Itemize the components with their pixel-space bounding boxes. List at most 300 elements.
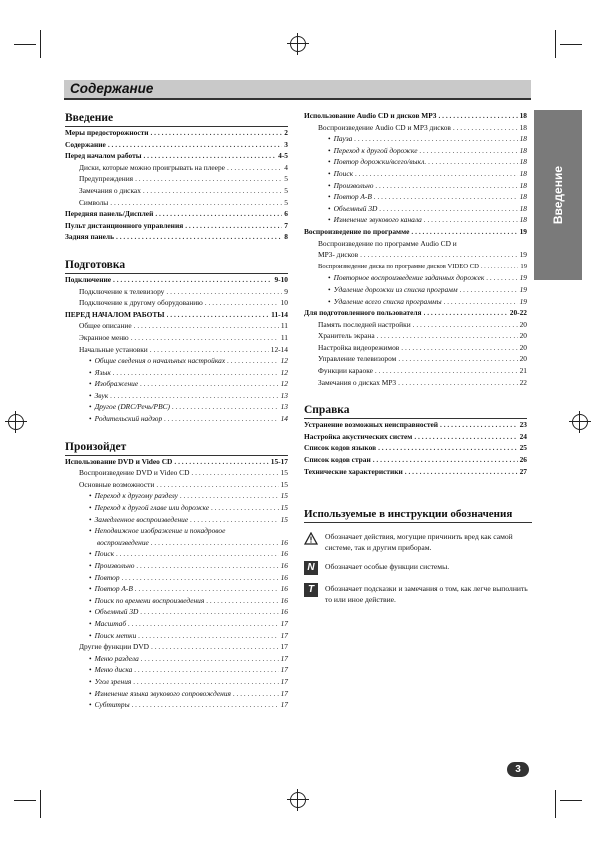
toc-entry-page: 18 (519, 145, 527, 155)
dot-leader (132, 699, 279, 711)
toc-entry (65, 274, 288, 286)
symbol-item (304, 561, 532, 575)
symbol-item (304, 531, 532, 553)
bullet-icon: • (328, 273, 331, 283)
toc-entry (65, 548, 288, 560)
bullet-icon: • (89, 379, 92, 389)
toc-entry (65, 537, 288, 549)
toc-entry-label: Масштаб (94, 618, 127, 628)
section-heading: Подготовка (65, 257, 288, 274)
toc-entry (304, 431, 527, 443)
toc-entry-page: 18 (519, 192, 527, 202)
toc-entry (304, 249, 527, 261)
toc-entry-page: 16 (280, 572, 288, 582)
toc-entry (304, 342, 527, 354)
toc-entry-label: Повторное воспроизведение заданных дорожек (333, 273, 485, 283)
toc-entry-label: Предупреждения (79, 174, 134, 184)
dot-leader (113, 367, 279, 379)
toc-entry (304, 145, 527, 157)
dot-leader (227, 355, 278, 367)
bullet-icon: • (328, 203, 331, 213)
toc-entry-page: 16 (280, 561, 288, 570)
bullet-icon: • (328, 180, 331, 190)
toc-entry-page: 18 (519, 157, 527, 167)
toc-entry-label: Воспроизведение по программе (304, 226, 410, 236)
toc-entry-label: Содержание (65, 139, 106, 149)
bullet-icon: • (328, 157, 331, 167)
dot-leader (180, 490, 279, 502)
dot-leader (150, 127, 282, 139)
toc-entry-page: 16 (280, 607, 288, 617)
toc-entry-page: 12 (280, 356, 288, 366)
section-heading: Произойдет (65, 439, 288, 456)
toc-entry-label: Список кодов языков (304, 443, 377, 453)
toc-entry-page: 17 (280, 688, 288, 698)
toc-entry-label: Символы (79, 197, 109, 207)
toc-entry-page: 21 (519, 366, 527, 376)
toc-entry-label: Замедленное воспроизведение (94, 514, 189, 524)
dot-leader (405, 466, 518, 478)
toc-entry-label: Удаление дорожки из списка программ (333, 284, 458, 294)
dot-leader (110, 390, 278, 402)
toc-entry-label: Перед началом работы (65, 151, 142, 161)
bullet-icon: • (89, 491, 92, 501)
dot-leader (444, 296, 518, 308)
toc-entry (65, 467, 288, 479)
toc-entry (65, 688, 288, 700)
toc-entry-label: Подключение к другому оборудованию (79, 298, 203, 308)
toc-entry-label: MP3- дисков (318, 250, 359, 260)
toc-entry-label: ПЕРЕД НАЧАЛОМ РАБОТЫ (65, 309, 165, 319)
side-tab (534, 110, 582, 280)
toc-entry-label: Объемный 3D (333, 203, 378, 213)
symbol-item (304, 583, 532, 605)
toc-entry (65, 231, 288, 243)
toc-entry-page: 15-17 (270, 456, 288, 466)
dot-leader (440, 419, 518, 431)
dot-leader (143, 150, 276, 162)
dot-leader (375, 180, 517, 192)
toc-entry (65, 618, 288, 630)
toc-entry (304, 203, 527, 215)
dot-leader (233, 688, 279, 700)
toc-entry-page: 27 (519, 466, 527, 476)
bullet-icon: • (89, 526, 92, 536)
toc-entry-label: Хранитель экрана (318, 331, 375, 341)
dot-leader (116, 231, 282, 243)
toc-entry (304, 180, 527, 192)
toc-entry-page: 18 (519, 215, 527, 225)
dot-leader (155, 208, 282, 220)
toc-entry-page: 26 (519, 455, 527, 465)
dot-leader (453, 122, 518, 134)
toc-entry-label: Поиск (333, 168, 354, 178)
dot-leader (374, 191, 518, 203)
toc-entry-page: 6 (284, 209, 288, 219)
dot-leader (378, 442, 518, 454)
toc-entry (304, 454, 527, 466)
toc-entry (65, 208, 288, 220)
toc-entry-page: 8 (284, 232, 288, 242)
toc-entry-label: Список кодов стран (304, 455, 371, 465)
toc-entry (65, 220, 288, 232)
toc-entry-label: Подключение (65, 274, 111, 284)
toc-entry (65, 413, 288, 425)
toc-entry (65, 560, 288, 572)
dot-leader (414, 431, 517, 443)
toc-entry (65, 630, 288, 642)
toc-entry (65, 355, 288, 367)
toc-entry (65, 139, 288, 151)
dot-leader (428, 156, 517, 168)
toc-entry-label: Функции караоке (318, 366, 373, 376)
toc-entry-label: Повтор A-B (94, 584, 133, 594)
toc-entry-page: 15 (280, 491, 288, 501)
toc-entry-page: 11 (280, 321, 288, 331)
dot-leader (411, 226, 517, 238)
bullet-icon: • (89, 607, 92, 617)
toc-entry-page: 19 (519, 296, 527, 306)
toc-entry-label: Начальные установки (79, 344, 148, 354)
dot-leader (128, 618, 279, 630)
toc-entry-label: Меню диска (94, 665, 133, 675)
toc-entry-page: 10 (280, 298, 288, 308)
toc-entry-page: 17 (280, 642, 288, 652)
dot-leader (156, 479, 278, 491)
section-gap (304, 388, 527, 402)
toc-entry-label: Звук (94, 390, 109, 400)
side-tab-label: Введение (551, 165, 565, 225)
toc-entry (65, 572, 288, 584)
toc-entry-page: 9 (284, 286, 288, 296)
dot-leader (122, 572, 279, 584)
toc-entry-page: 19 (519, 273, 527, 283)
dot-leader (481, 261, 519, 273)
toc-entry (304, 261, 527, 273)
bullet-icon: • (89, 653, 92, 663)
toc-entry-label: Изменение языка звукового сопровождения (94, 688, 231, 698)
page-number: 3 (507, 762, 529, 777)
toc-entry-label: Пульт дистанционного управления (65, 220, 184, 230)
note-n-icon: N (304, 561, 318, 575)
section-gap (65, 243, 288, 257)
toc-entry (65, 490, 288, 502)
toc-entry-label: Переход к другой дорожке (333, 145, 418, 155)
toc-entry (65, 197, 288, 209)
toc-entry-page: 12 (280, 379, 288, 389)
bullet-icon: • (89, 700, 92, 710)
toc-entry-page: 18 (519, 122, 527, 132)
dot-leader (191, 467, 278, 479)
toc-entry-label: Другие функции DVD (79, 642, 150, 652)
bullet-icon: • (328, 284, 331, 294)
dot-leader (398, 377, 517, 389)
toc-entry-label: Объемный 3D (94, 607, 139, 617)
dot-leader (419, 145, 517, 157)
toc-entry-page: 19 (519, 284, 527, 294)
toc-entry-page: 22 (519, 377, 527, 387)
bullet-icon: • (328, 215, 331, 225)
bullet-icon: • (89, 688, 92, 698)
toc-entry-page: 9-10 (274, 274, 288, 284)
dot-leader (398, 353, 517, 365)
toc-entry-label: Технические характеристики (304, 466, 403, 476)
toc-entry-page: 11-14 (271, 309, 288, 319)
dot-leader (206, 595, 278, 607)
dot-leader (227, 162, 282, 174)
toc-entry-page: 20 (519, 354, 527, 364)
dot-leader (116, 548, 279, 560)
dot-leader (354, 133, 517, 145)
toc-entry (65, 664, 288, 676)
dot-leader (190, 514, 278, 526)
toc-entry-page: 18 (519, 168, 527, 178)
toc-entry (304, 466, 527, 478)
dot-leader (379, 203, 517, 215)
dot-leader (138, 630, 278, 642)
toc-entry-label: Замечания о дисках (79, 185, 141, 195)
bullet-icon: • (89, 665, 92, 675)
toc-entry (65, 641, 288, 653)
toc-entry (304, 296, 527, 308)
toc-entry-page: 4 (284, 162, 288, 172)
toc-entry-label: Меню раздела (94, 653, 139, 663)
toc-entry-page: 11 (280, 332, 288, 342)
toc-entry-label: Для подготовленного пользователя (304, 308, 422, 318)
toc-entry-label: Экранное меню (79, 332, 129, 342)
dot-leader (172, 401, 279, 413)
dot-leader (460, 284, 518, 296)
toc-entry (304, 110, 527, 122)
toc-entry-page: 20 (519, 331, 527, 341)
symbol-description: Обозначает особые функции системы. (325, 562, 450, 571)
bullet-icon: • (89, 676, 92, 686)
toc-entry-label: Субтитры (94, 700, 130, 710)
toc-entry-label: Повтор дорожки/всего/выкл. (333, 157, 427, 167)
toc-entry (304, 419, 527, 431)
toc-entry-label: Поиск по времени воспроизведения (94, 595, 205, 605)
title-bar (64, 80, 531, 100)
registration-mark-icon (290, 36, 306, 52)
toc-entry-label: Управление телевизором (318, 354, 397, 364)
toc-entry-page: 4-5 (278, 151, 288, 161)
toc-entry-label: Удаление всего списка программы (333, 296, 442, 306)
toc-entry-label: Изображение (94, 379, 139, 389)
toc-entry (65, 367, 288, 379)
toc-entry-label: Родительский надзор (94, 414, 163, 424)
toc-entry-page: 16 (280, 549, 288, 559)
toc-entry (65, 525, 288, 537)
toc-entry-page: 5 (284, 185, 288, 195)
toc-entry-label: Произвольно (333, 180, 374, 190)
bullet-icon: • (328, 192, 331, 202)
dot-leader (373, 454, 518, 466)
toc-entry-page: 17 (280, 653, 288, 663)
dot-leader (141, 653, 279, 665)
toc-entry-label: Неподвижное изображение и покадровое (94, 526, 226, 536)
toc-entry (65, 297, 288, 309)
toc-entry-label: Повтор A-B (333, 192, 372, 202)
toc-entry-label: Переход к другому разделу (94, 491, 178, 501)
toc-right-column (304, 110, 527, 477)
dot-leader (164, 413, 278, 425)
dot-leader (167, 309, 270, 321)
bullet-icon: • (89, 584, 92, 594)
dot-leader (211, 502, 279, 514)
toc-entry-label: Диски, которые можно проигрывать на плеере (79, 162, 225, 172)
toc-entry (65, 332, 288, 344)
toc-entry-label: Использование Audio CD и дисков MP3 (304, 111, 437, 120)
toc-entry-page: 5 (284, 197, 288, 207)
toc-entry-label: Настройка видеорежимов (318, 342, 400, 352)
toc-entry-label: Общие сведения о начальных настройках (94, 356, 226, 366)
toc-entry-label: Воспроизведение DVD и Video CD (79, 468, 190, 478)
toc-entry (304, 122, 527, 134)
toc-entry-label: Произвольно (94, 561, 135, 570)
toc-entry-page: 18 (519, 203, 527, 213)
dot-leader (151, 641, 279, 653)
toc-entry-page: 16 (280, 584, 288, 594)
toc-entry-label: Изменение звукового канала (333, 215, 422, 225)
bullet-icon: • (328, 168, 331, 178)
toc-entry (304, 330, 527, 342)
toc-entry-page: 13 (280, 390, 288, 400)
toc-entry-page: 24 (519, 431, 527, 441)
warning-triangle-icon (304, 531, 318, 545)
toc-entry (65, 699, 288, 711)
section-heading: Введение (65, 110, 288, 127)
toc-entry-label: Воспроизведение по программе Audio CD и (318, 238, 457, 248)
toc-entry (304, 353, 527, 365)
page-title: Содержание (70, 81, 154, 96)
toc-entry-page: 17 (280, 630, 288, 640)
dot-leader (401, 342, 517, 354)
toc-entry-page: 18 (519, 180, 527, 190)
symbol-description: Обозначает подсказки и замечания о том, как легче выполнить то или иное действие. (325, 584, 528, 604)
bullet-icon: • (89, 561, 92, 570)
toc-entry-label: Настройка акустических систем (304, 431, 413, 441)
toc-entry (304, 377, 527, 389)
toc-entry-label: Пауза (333, 134, 353, 144)
toc-entry-page: 17 (280, 665, 288, 675)
toc-entry-page: 13 (280, 402, 288, 412)
toc-entry-label: Память последней настройки (318, 319, 411, 329)
toc-entry-label: Переход к другой главе или дорожке (94, 503, 210, 513)
toc-entry-label: Замечания о дисках MP3 (318, 377, 397, 387)
toc-entry (65, 286, 288, 298)
toc-entry-label: Язык (94, 367, 111, 377)
toc-entry-label: Задняя панель (65, 232, 114, 242)
toc-entry (65, 320, 288, 332)
bullet-icon: • (89, 618, 92, 628)
toc-entry (304, 133, 527, 145)
registration-mark-icon (572, 414, 588, 430)
toc-entry-page: 14 (280, 414, 288, 424)
toc-entry-page: 20 (519, 342, 527, 352)
toc-entry (65, 514, 288, 526)
toc-entry-label: Передняя панель/Дисплей (65, 209, 154, 219)
crop-mark (560, 44, 582, 45)
toc-entry (65, 502, 288, 514)
toc-entry-page: 19 (519, 226, 527, 236)
toc-entry-label: Использование DVD и Video CD (65, 456, 173, 466)
toc-entry-page: 23 (519, 420, 527, 430)
dot-leader (140, 606, 278, 618)
bullet-icon: • (89, 572, 92, 582)
toc-entry-label: воспроизведение (97, 537, 149, 547)
dot-leader (136, 560, 278, 572)
toc-entry (65, 595, 288, 607)
bullet-icon: • (89, 595, 92, 605)
dot-leader (113, 274, 272, 286)
dot-leader (424, 307, 508, 319)
bullet-icon: • (89, 514, 92, 524)
section-gap (65, 425, 288, 439)
toc-entry-page: 15 (280, 479, 288, 489)
dot-leader (140, 378, 278, 390)
toc-entry-page: 7 (284, 220, 288, 230)
toc-entry-page: 25 (519, 443, 527, 453)
toc-entry (304, 319, 527, 331)
bullet-icon: • (328, 145, 331, 155)
toc-entry (304, 168, 527, 180)
toc-entry-label: Повтор (94, 572, 120, 582)
symbol-description: Обозначает действия, могущие причинить вред как самой системе, так и другим приборам. (325, 532, 513, 552)
dot-leader (185, 220, 282, 232)
toc-entry-page: 16 (280, 595, 288, 605)
toc-entry-label: Поиск метки (94, 630, 137, 640)
toc-entry-page: 17 (280, 676, 288, 686)
dot-leader (108, 139, 282, 151)
toc-entry-page: 20 (519, 319, 527, 329)
toc-entry-page: 15 (280, 503, 288, 513)
toc-entry-page: 18 (519, 111, 527, 120)
dot-leader (131, 332, 279, 344)
toc-entry-label: Другое (DRC/Речь/PBC) (94, 402, 170, 412)
bullet-icon: • (328, 296, 331, 306)
symbols-list (304, 531, 532, 605)
toc-entry-page: 3 (284, 139, 288, 149)
dot-leader (375, 365, 518, 377)
dot-leader (205, 297, 279, 309)
crop-mark (560, 800, 582, 801)
dot-leader (174, 456, 268, 468)
bullet-icon: • (328, 134, 331, 144)
toc-entry (304, 226, 527, 238)
dot-leader (134, 320, 279, 332)
dot-leader (133, 676, 278, 688)
toc-entry-label: Подключение к телевизору (79, 286, 165, 296)
tip-t-icon: T (304, 583, 318, 597)
symbols-heading: Используемые в инструкции обозначения (304, 506, 532, 523)
crop-mark (14, 800, 36, 801)
dot-leader (135, 583, 279, 595)
bullet-icon: • (89, 356, 92, 366)
dot-leader (413, 319, 518, 331)
toc-entry-page: 12-14 (270, 344, 288, 354)
toc-entry-page: 19 (519, 250, 527, 260)
toc-entry-page: 19 (520, 262, 527, 270)
toc-entry-label: Угол зрения (94, 676, 132, 686)
bullet-icon: • (89, 503, 92, 513)
toc-entry (65, 653, 288, 665)
toc-entry (304, 238, 527, 250)
crop-mark (555, 790, 556, 818)
toc-entry-page: 17 (280, 618, 288, 628)
crop-mark (40, 30, 41, 58)
dot-leader (486, 272, 517, 284)
section-heading: Справка (304, 402, 527, 419)
